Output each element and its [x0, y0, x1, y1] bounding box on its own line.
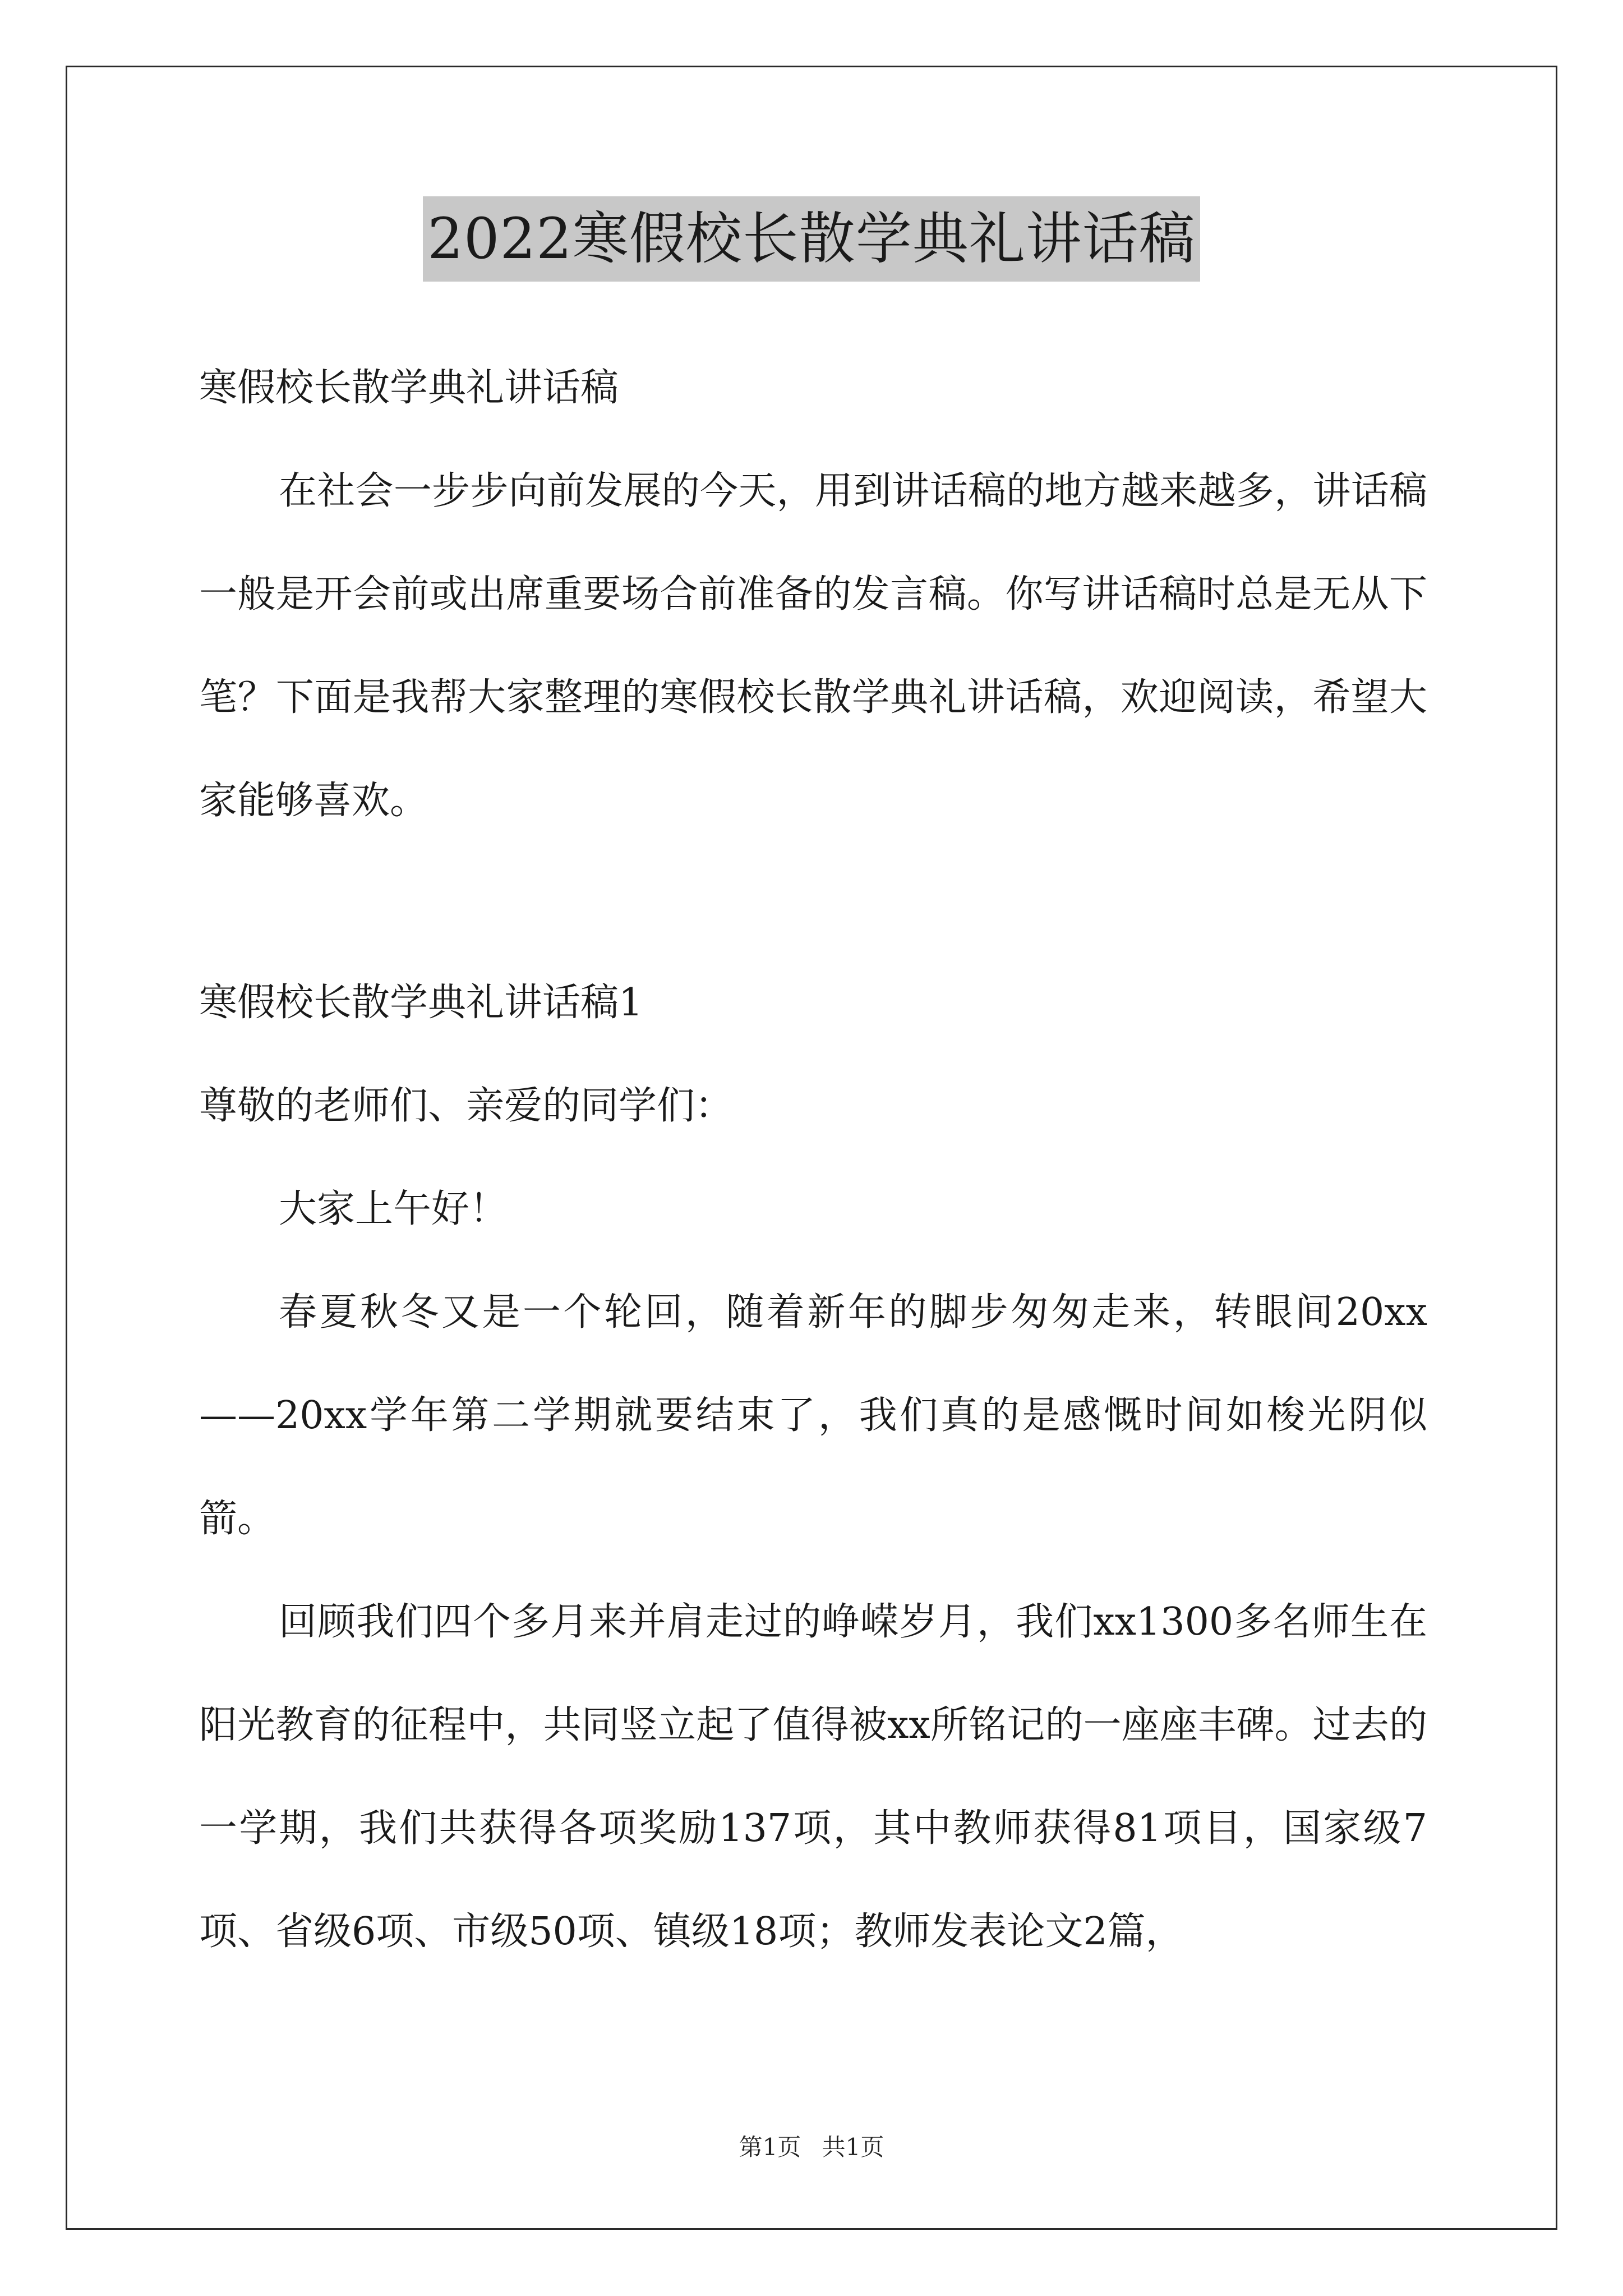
intro-paragraph: 在社会一步步向前发展的今天，用到讲话稿的地方越来越多，讲话稿一般是开会前或出席重要场合前准备的发言稿。你写讲话稿时总是无从下笔？下面是我帮大家整理的寒假校长散学典礼讲话稿，欢迎阅读，希望大家能够喜欢。	[199, 469, 1427, 823]
body-paragraph-2: 回顾我们四个多月来并肩走过的峥嵘岁月，我们xx1300多名师生在阳光教育的征程中，共同竖立起了值得被xx所铭记的一座座丰碑。过去的一学期，我们共获得各项奖励137项，其中教师获得81项目，国家级7项、省级6项、市级50项、镇级18项；教师发表论文2篇，	[199, 1600, 1427, 1954]
greeting: 大家上午好！	[279, 1187, 508, 1231]
salutation: 尊敬的老师们、亲爱的同学们：	[199, 1084, 734, 1128]
document-body	[199, 337, 1427, 1984]
document-title: 2022寒假校长散学典礼讲话稿	[423, 196, 1200, 282]
page-number-current: 第1页	[739, 2133, 801, 2161]
title-container	[0, 196, 1623, 282]
subtitle: 寒假校长散学典礼讲话稿	[199, 366, 619, 410]
page-number-total: 共1页	[822, 2133, 884, 2161]
body-paragraph-1: 春夏秋冬又是一个轮回，随着新年的脚步匆匆走来，转眼间20xx——20xx学年第二学期就要结束了，我们真的是感慨时间如梭光阴似箭。	[199, 1290, 1427, 1541]
page-footer	[0, 2131, 1623, 2164]
section-gap	[199, 853, 1427, 951]
section-heading: 寒假校长散学典礼讲话稿1	[199, 981, 643, 1025]
